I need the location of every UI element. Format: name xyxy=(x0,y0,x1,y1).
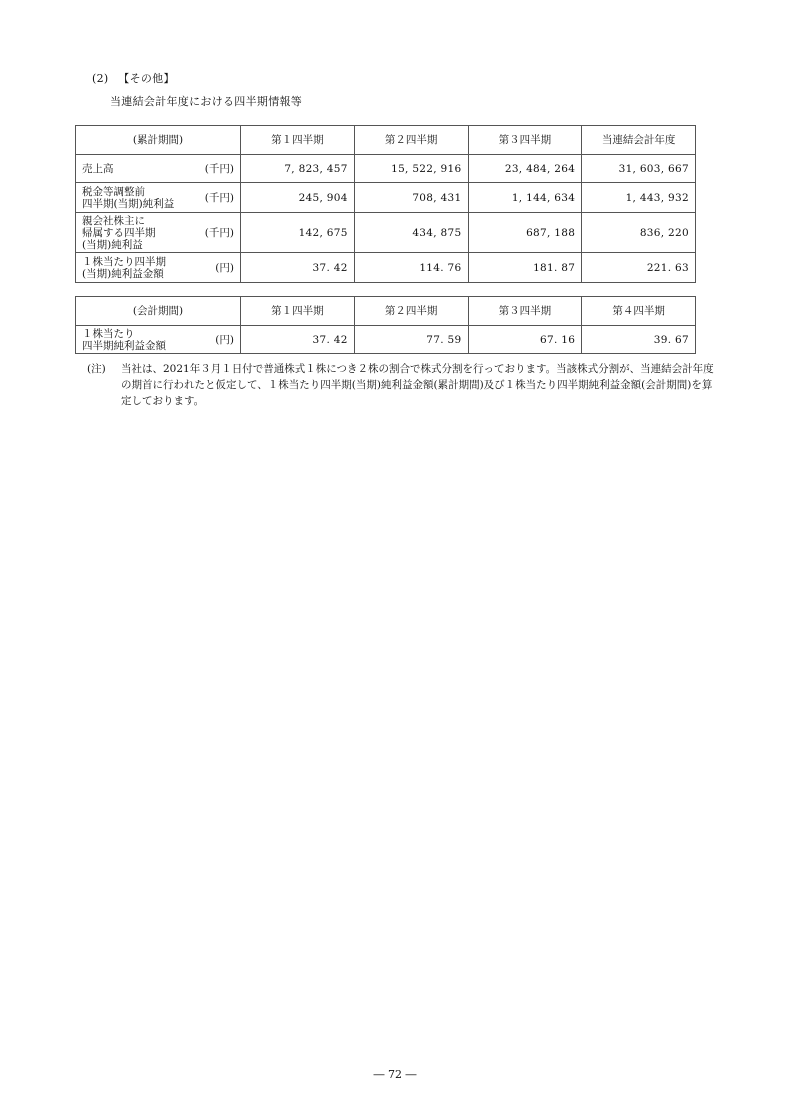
value-cell: 67. 16 xyxy=(468,326,582,354)
value-cell: 687, 188 xyxy=(468,213,582,253)
table-header-row xyxy=(76,126,696,155)
row-label: １株当たり 四半期純利益金額 xyxy=(82,327,166,352)
table-row xyxy=(76,155,696,183)
header-q1: 第１四半期 xyxy=(241,126,355,155)
value-cell: 245, 904 xyxy=(241,183,355,213)
header-q3: 第３四半期 xyxy=(468,126,582,155)
table-row xyxy=(76,326,696,354)
value-cell: 181. 87 xyxy=(468,253,582,283)
table-row xyxy=(76,183,696,213)
header-q2: 第２四半期 xyxy=(354,126,468,155)
row-label-cell xyxy=(76,326,241,354)
section-heading xyxy=(92,70,175,86)
row-label: １株当たり四半期 (当期)純利益金額 xyxy=(82,255,166,280)
footnote xyxy=(87,361,717,409)
row-unit: (円) xyxy=(215,261,234,274)
value-cell: 1, 443, 932 xyxy=(582,183,696,213)
header-fiscal-year: 当連結会計年度 xyxy=(582,126,696,155)
value-cell: 434, 875 xyxy=(354,213,468,253)
value-cell: 1, 144, 634 xyxy=(468,183,582,213)
header-q1: 第１四半期 xyxy=(241,297,355,326)
row-unit: (千円) xyxy=(204,226,234,239)
value-cell: 37. 42 xyxy=(241,326,355,354)
value-cell: 23, 484, 264 xyxy=(468,155,582,183)
row-label-cell xyxy=(76,213,241,253)
value-cell: 15, 522, 916 xyxy=(354,155,468,183)
table-header-row xyxy=(76,297,696,326)
row-label-cell xyxy=(76,155,241,183)
value-cell: 31, 603, 667 xyxy=(582,155,696,183)
header-period: (会計期間) xyxy=(76,297,241,326)
header-q4: 第４四半期 xyxy=(582,297,696,326)
row-label: 売上高 xyxy=(82,162,114,175)
row-unit: (千円) xyxy=(204,162,234,175)
table-row xyxy=(76,253,696,283)
value-cell: 836, 220 xyxy=(582,213,696,253)
value-cell: 7, 823, 457 xyxy=(241,155,355,183)
value-cell: 39. 67 xyxy=(582,326,696,354)
value-cell: 114. 76 xyxy=(354,253,468,283)
footnote-text: 当社は、2021年３月１日付で普通株式１株につき２株の割合で株式分割を行っております。当該株式分割が、当連結会計年度の期首に行われたと仮定して、１株当たり四半期(当期)純利益金額(累計期間)及び１株当たり四半期純利益金額(会計期間)を算定しております。 xyxy=(121,363,714,407)
row-label-cell xyxy=(76,183,241,213)
value-cell: 221. 63 xyxy=(582,253,696,283)
header-q2: 第２四半期 xyxy=(354,297,468,326)
section-number: (2) xyxy=(92,72,109,85)
accounting-period-table xyxy=(75,296,696,354)
header-q3: 第３四半期 xyxy=(468,297,582,326)
value-cell: 37. 42 xyxy=(241,253,355,283)
value-cell: 77. 59 xyxy=(354,326,468,354)
section-subtitle: 当連結会計年度における四半期情報等 xyxy=(110,95,303,108)
row-label: 親会社株主に 帰属する四半期 (当期)純利益 xyxy=(82,214,156,251)
section-title: 【その他】 xyxy=(118,72,175,85)
table-row xyxy=(76,213,696,253)
row-label: 税金等調整前 四半期(当期)純利益 xyxy=(82,185,175,210)
cumulative-quarterly-table xyxy=(75,125,696,283)
row-unit: (円) xyxy=(215,333,234,346)
page-number: ― 72 ― xyxy=(373,1068,417,1081)
value-cell: 708, 431 xyxy=(354,183,468,213)
footnote-mark: (注) xyxy=(87,363,106,375)
row-label-cell xyxy=(76,253,241,283)
header-period: (累計期間) xyxy=(76,126,241,155)
value-cell: 142, 675 xyxy=(241,213,355,253)
row-unit: (千円) xyxy=(204,191,234,204)
